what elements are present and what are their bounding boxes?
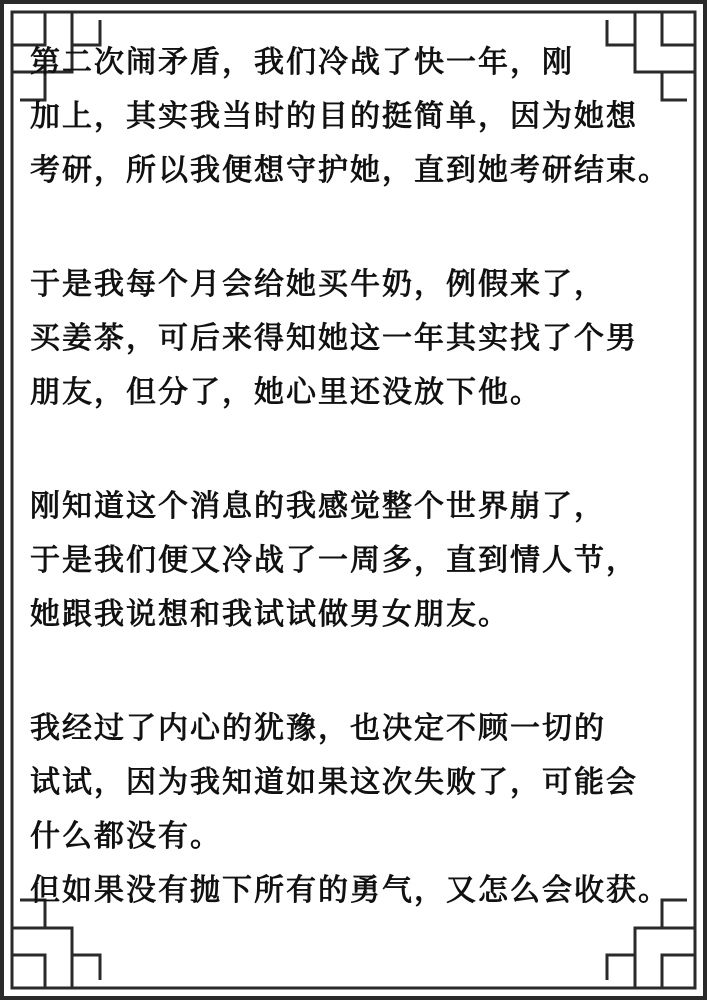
text-line: 朋友，但分了，她心里还没放下他。 [30, 375, 542, 410]
text-line: 第二次闹矛盾，我们冷战了快一年，刚 [30, 45, 574, 80]
text-line: 加上，其实我当时的目的挺简单，因为她想 [30, 99, 638, 134]
corner-ornament-top-right [607, 12, 695, 100]
text-line: 但如果没有抛下所有的勇气，又怎么会收获。 [30, 873, 670, 908]
text-line: 我经过了内心的犹豫，也决定不顾一切的 [30, 711, 606, 746]
text-line: 刚知道这个消息的我感觉整个世界崩了， [30, 489, 606, 524]
text-line: 买姜茶，可后来得知她这一年其实找了个男 [30, 321, 638, 356]
text-line: 什么都没有。 [30, 819, 222, 854]
text-line: 于是我每个月会给她买牛奶，例假来了， [30, 267, 606, 302]
text-line: 于是我们便又冷战了一周多，直到情人节， [30, 543, 638, 578]
text-line: 试试，因为我知道如果这次失败了，可能会 [30, 765, 638, 800]
corner-ornament-bottom-right [607, 900, 695, 988]
corner-ornament-bottom-left [12, 900, 100, 988]
text-line: 她跟我说想和我试试做男女朋友。 [30, 597, 510, 632]
text-line: 考研，所以我便想守护她，直到她考研结束。 [30, 153, 670, 188]
